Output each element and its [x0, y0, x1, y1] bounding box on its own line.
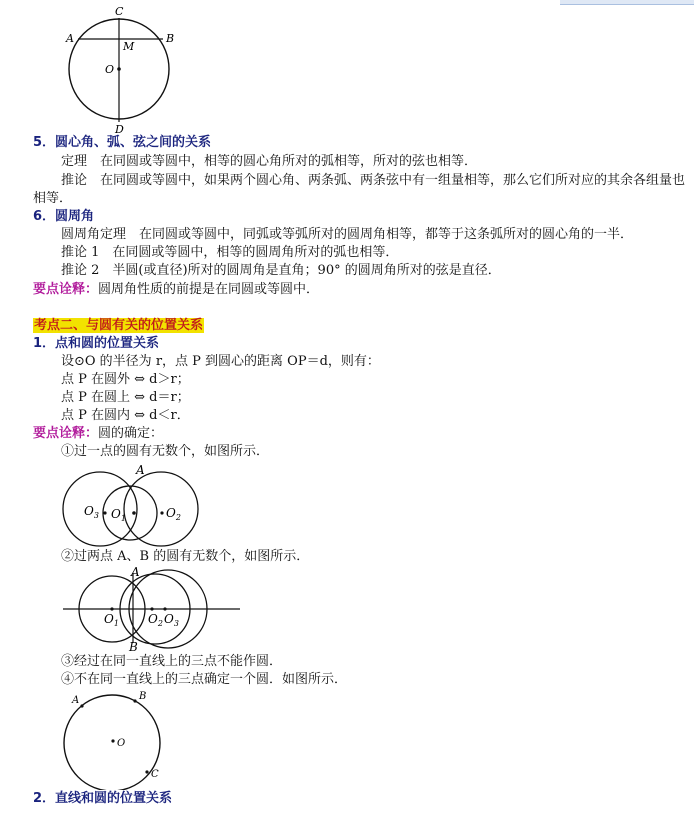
s6-corollary-1: 推论 1 在同圆或等圆中，相等的圆周角所对的弧也相等． [61, 245, 399, 260]
fig4-label-a: A [72, 695, 80, 706]
fig2-label-o2: $O_2$ [166, 506, 181, 522]
p1-on: 点 P 在圆上 ⇔ d＝r； [61, 390, 190, 405]
fig4-label-c: C [151, 769, 159, 780]
note-2-item-2: ②过两点 A、B 的圆有无数个，如图所示． [61, 549, 310, 564]
label-b: B [166, 32, 175, 45]
fig3-label-o1: $O_1$ [104, 612, 119, 628]
point-circle-heading: 1．点和圆的位置关系 [33, 336, 160, 351]
note-2 [33, 425, 163, 443]
fig3-label-a: A [131, 565, 140, 579]
kaodian-2-heading: 考点二、与圆有关的位置关系 [34, 318, 204, 333]
note-2-item-3: ③经过在同一直线上的三点不能作圆． [61, 654, 283, 669]
s5-theorem: 定理 在同圆或等圆中，相等的圆心角所对的弧相等，所对的弦也相等． [61, 154, 478, 169]
p1-outside: 点 P 在圆外 ⇔ d＞r； [61, 372, 190, 387]
note-2-item-1: ①过一点的圆有无数个，如图所示． [61, 444, 270, 459]
s6-corollary-2: 推论 2 半圆(或直径)所对的圆周角是直角；90° 的圆周角所对的弦是直径． [61, 263, 501, 278]
figure-circles-through-point [60, 460, 200, 550]
label-o: O [105, 63, 115, 76]
note-2-item-4: ④不在同一直线上的三点确定一个圆．如图所示． [61, 672, 348, 687]
note-1-label: 要点诠释： [33, 282, 99, 297]
label-c: C [115, 5, 124, 18]
figure-circle-chord [55, 2, 185, 136]
label-a: A [66, 32, 74, 45]
fig3-label-b: B [129, 640, 138, 653]
s5-corollary: 推论 在同圆或等圆中，如果两个圆心角、两条弧、两条弦中有一组量相等，那么它们所对应的其余各组量也相等． [33, 173, 686, 206]
note-1-text: 圆周角性质的前提是在同圆或等圆中． [98, 282, 320, 297]
fig2-label-a: A [136, 463, 145, 477]
fig2-label-o3: $O_3$ [84, 504, 99, 520]
fig3-label-o2: $O_2$ [148, 612, 163, 628]
p1-intro: 设⊙O 的半径为 r，点 P 到圆心的距离 OP＝d，则有： [61, 354, 380, 369]
window-edge [560, 0, 694, 5]
s6-theorem: 圆周角定理 在同圆或等圆中，同弧或等弧所对的圆周角相等，都等于这条弧所对的圆心角的一半． [61, 227, 634, 242]
line-circle-heading: 2．直线和圆的位置关系 [33, 791, 173, 806]
note-2-text: 圆的确定： [98, 426, 164, 441]
fig4-label-o: O [117, 738, 126, 749]
note-1 [33, 281, 319, 299]
fig4-label-b: B [139, 691, 147, 702]
section-6-heading: 6．圆周角 [33, 209, 95, 224]
figure-circles-through-two-points [60, 565, 242, 653]
fig3-label-o3: $O_3$ [164, 612, 179, 628]
fig2-label-o1: $O_1$ [111, 507, 126, 523]
section-5-heading: 5．圆心角、弧、弦之间的关系 [33, 135, 212, 150]
figure-circle-three-points [58, 688, 173, 790]
label-m: M [123, 40, 135, 53]
p1-inside: 点 P 在圆内 ⇔ d＜r． [61, 408, 190, 423]
label-d: D [115, 123, 124, 136]
note-2-label: 要点诠释： [33, 426, 99, 441]
